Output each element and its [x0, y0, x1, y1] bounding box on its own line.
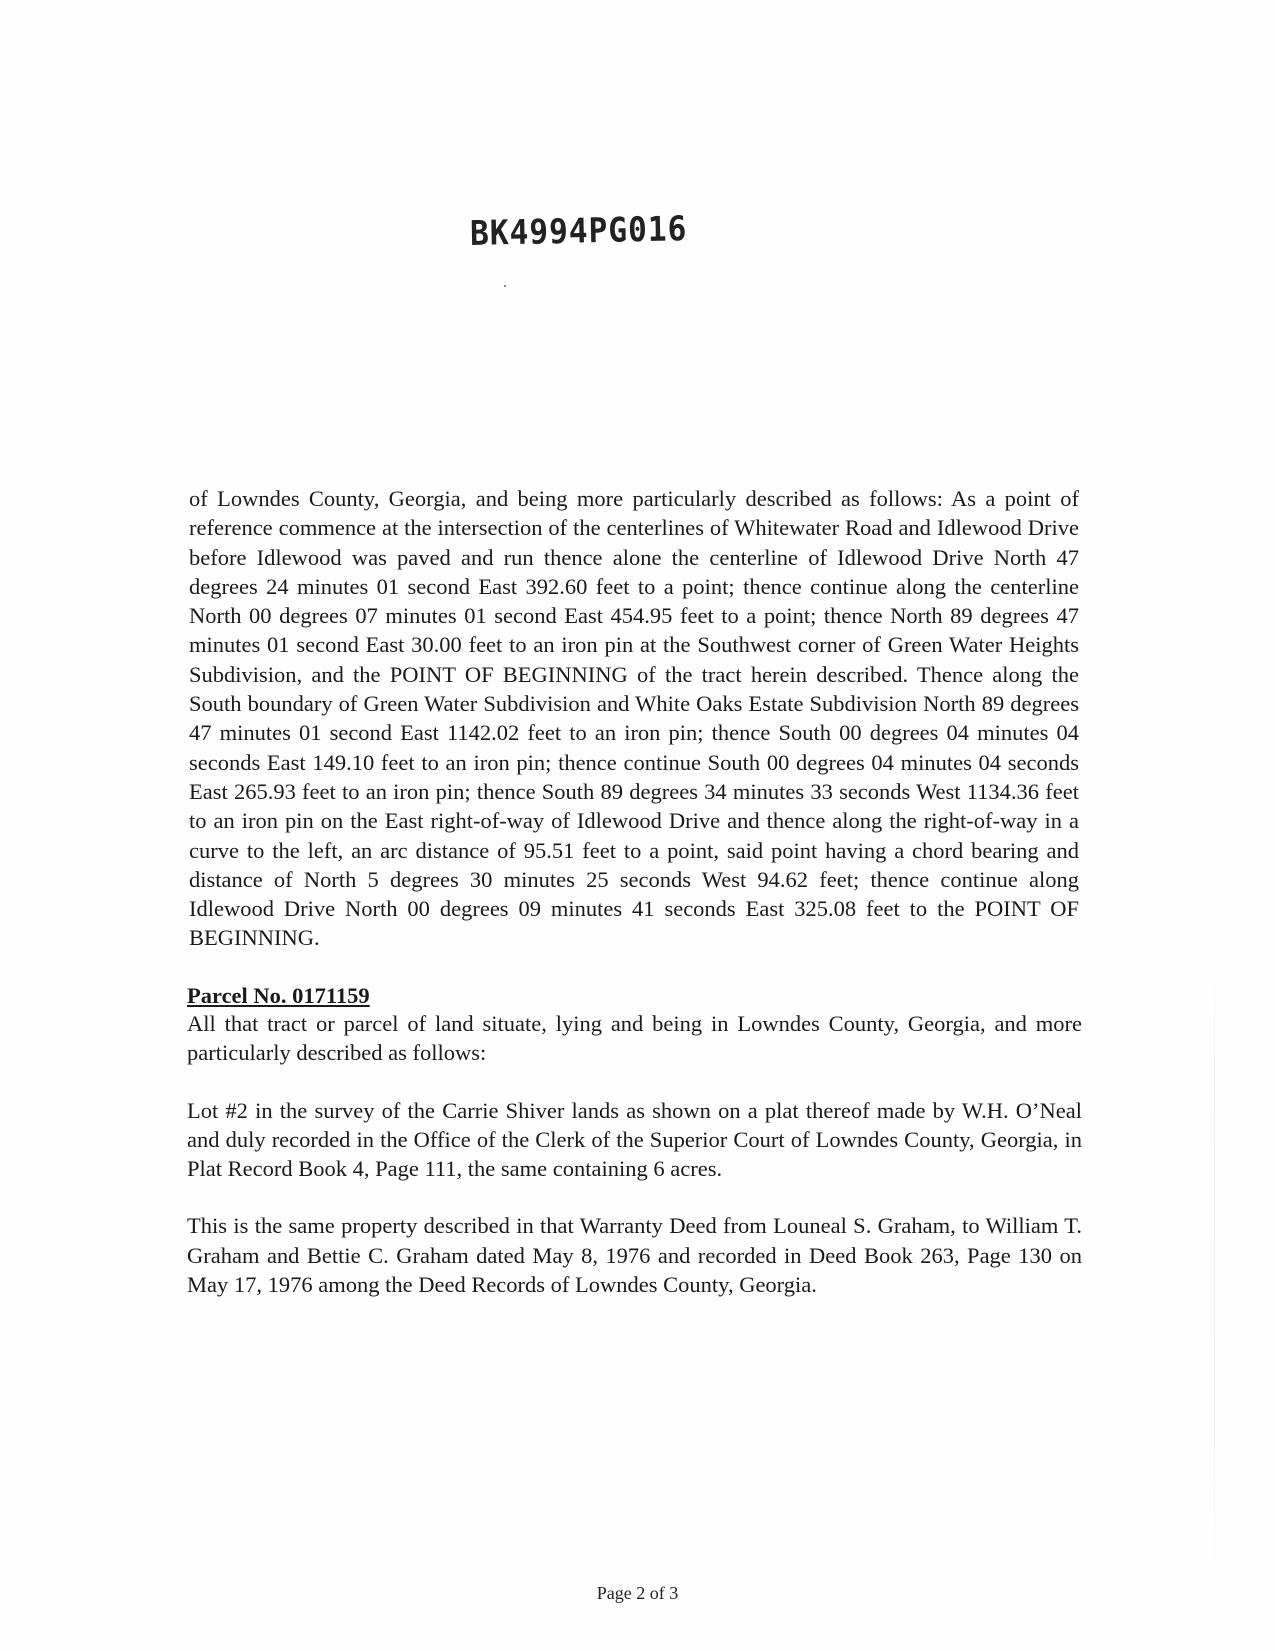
page-number: Page 2 of 3 — [596, 1583, 679, 1603]
legal-description-text: of Lowndes County, Georgia, and being more particularly described as follows: As a point of reference commence at the intersection of the centerlines of Whitewater Road and Idlewood Drive before Idlewood was paved and run thence alone the centerline of Idlewood Drive North 47 degrees 24 minutes 01 second East 392.60 feet to a point; thence continue along the centerline North 00 degrees 07 minutes 01 second East 454.95 feet to a point; thence North 89 degrees 47 minutes 01 second East 30.00 feet to an iron pin at the Southwest corner of Green Water Heights Subdivision, and the POINT OF BEGINNING of the tract herein described. Thence along the South boundary of Green Water Subdivision and White Oaks Estate Subdivision North 89 degrees 47 minutes 01 second East 1142.02 feet to an iron pin; thence South 00 degrees 04 minutes 04 seconds East 149.10 feet to an iron pin; thence continue South 00 degrees 04 minutes 04 seconds East 265.93 feet to an iron pin; thence South 89 degrees 34 minutes 33 seconds West 1134.36 feet to an iron pin on the East right-of-way of Idlewood Drive and thence along the right-of-way in a curve to the left, an arc distance of 95.51 feet to a point, said point having a chord bearing and distance of North 5 degrees 30 minutes 25 seconds West 94.62 feet; thence continue along Idlewood Drive North 00 degrees 09 minutes 41 seconds East 325.08 feet to the POINT OF BEGINNING. — [189, 486, 1079, 951]
paragraph-spacer — [187, 1183, 1082, 1211]
parcel-deed-reference: This is the same property described in that Warranty Deed from Louneal S. Graham, to William T. Graham and Bettie C. Graham dated May 8, 1976 and recorded in Deed Book 263, Page 130 on May 17, 1976 among the Deed Records of Lowndes County, Georgia. — [187, 1213, 1082, 1298]
parcel-intro: All that tract or parcel of land situate, lying and being in Lowndes County, Georgia, and more particularly described as follows: — [187, 1011, 1082, 1066]
legal-description — [189, 484, 1079, 953]
parcel-heading: Parcel No. 0171159 — [187, 983, 370, 1008]
book-page-stamp: BK4994PG016 — [469, 209, 688, 254]
paragraph-spacer — [187, 1068, 1082, 1096]
parcel-section — [187, 982, 1082, 1299]
parcel-lot-description: Lot #2 in the survey of the Carrie Shiver lands as shown on a plat thereof made by W.H. O’Neal and duly recorded in the Office of the Clerk of the Superior Court of Lowndes County, Georgia, in Plat Record Book 4, Page 111, the same containing 6 acres. — [187, 1097, 1082, 1182]
scan-edge-shadow — [1214, 950, 1215, 1610]
scan-speck — [504, 285, 506, 287]
